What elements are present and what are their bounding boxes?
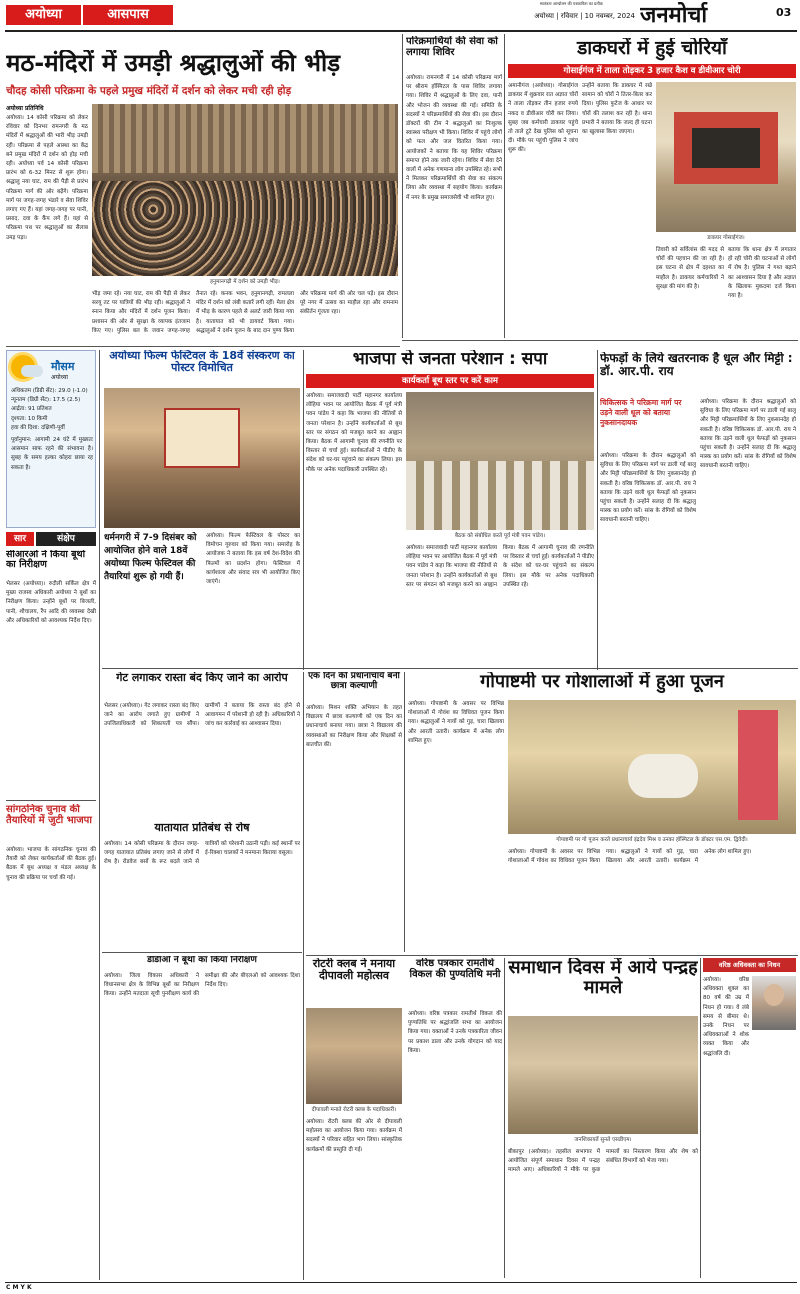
masthead-tagline: स्वतंत्रता आन्दोलन की पत्रकारिता का प्रतीक (540, 1, 603, 6)
theft-col2: उन्होंने बताया कि डाकघर में रखे सामान को चोरों ने तितर-बितर कर दिया। पुलिस फुटेज के आधार पर चोरों की तलाश कर रही है। थाना प्रभारी ने बताया कि जल्द ही घटना का खुलासा किया जाएगा। (582, 83, 652, 136)
weather-box (6, 350, 96, 528)
col-divider (597, 350, 598, 670)
rotary-body: अयोध्या। रोटरी क्लब की ओर से दीपावली महोत्सव का आयोजन किया गया। कार्यक्रम में सदस्यों ने परिवार सहित भाग लिया। सांस्कृतिक कार्यक्रमों की प्रस्तुति दी गई। (306, 1119, 402, 1153)
rotary-headline: रोटरी क्लब ने मनाया दीपावली महोत्सव (312, 958, 396, 983)
lead-subtitle: चौदह कोसी परिक्रमा के पहले प्रमुख मंदिरों में दर्शन को लेकर मची रही होड़ (6, 85, 292, 97)
film-body: अयोध्या। फिल्म फेस्टिवल के पोस्टर का विमोचन गुरुवार को किया गया। समारोह के आयोजक ने बताया कि इस वर्ष देश-विदेश की फिल्मों का प्रदर्शन होगा। फेस्टिवल में कार्यशाला और संवाद सत्र भी आयोजित किए जाएंगे। (206, 533, 300, 586)
section-divider (102, 668, 798, 669)
theft-col3: तिवारी को सर्विलांस की मदद से चोरों की पहचान की जा रही है। इस घटना से क्षेत्र में दहशत का माहौल है। डाकघर कर्मचारियों ने सुरक्षा की मांग की है। (656, 247, 724, 290)
health-body: अयोध्या। परिक्रमा के दौरान श्रद्धालुओं को सुविधा के लिए परिक्रमा मार्ग पर डाली गई बालू और मिट्टी परिक्रमार्थियों के लिए नुकसानदेह हो सकती है। वरिष्ठ चिकित्सक डॉ. आर.पी. राय ने बताया कि उड़ने वाली धूल फेफड़ों को नुकसान पहुंचा सकती है। उन्होंने सलाह दी कि श्रद्धालु मास्क का प्रयोग करें। सांस के रोगियों को विशेष सावधानी बरतनी चाहिए। (600, 453, 696, 524)
header-date: अयोध्या | रविवार | 10 नवम्बर, 2024 (534, 12, 635, 20)
film-photo (104, 388, 300, 528)
color-registration: C M Y K (6, 1284, 32, 1291)
theft-headline: डाकघरों में हुई चोरियाँ (577, 38, 727, 59)
rotary-photo (306, 1008, 402, 1104)
pradhan-body: अयोध्या। मिशन शक्ति अभियान के तहत विद्यालय में छात्रा कल्याणी को एक दिन का प्रधानाचार्य बनाया गया। छात्रा ने विद्यालय की व्यवस्थाओं का निरीक्षण किया और शिक्षकों से बातचीत की। (306, 705, 402, 748)
journalist-headline: वरिष्ठ पत्रकार रामतीर्थ विकल की पुण्यतिथि मनी (409, 958, 501, 980)
cloud-icon (21, 365, 43, 377)
samadhan-body: बीकापुर (अयोध्या)। तहसील सभागार में आयोजित संपूर्ण समाधान दिवस में पन्द्रह मामले आए। अधिकारियों ने मौके पर कुछ मामलों का निस्तारण किया और शेष को संबंधित विभागों को भेजा गया। (508, 1149, 698, 1174)
obit-headline: वरिष्ठ अधिवक्ता का निधन (703, 958, 796, 972)
journalist-body: अयोध्या। वरिष्ठ पत्रकार रामतीर्थ विकल की पुण्यतिथि पर श्रद्धांजलि सभा का आयोजन किया गया। वक्ताओं ने उनके पत्रकारिता जीवन पर प्रकाश डाला और उनके योगदान को याद किया। (408, 1011, 502, 1054)
journalist-story (408, 958, 502, 1278)
weather-title: मौसम (51, 360, 75, 373)
brief-label-sankshep: संक्षेप (36, 532, 96, 546)
health-quote: चिकित्सक ने परिक्रमा मार्ग पर उड़ने वाली धूल को बताया नुकसानदायक (600, 398, 682, 427)
lead-col-text: अयोध्या। 14 कोसी परिक्रमा को लेकर रविवार को दिनभर रामनगरी के मठ मंदिरों में श्रद्धालुओं की भारी भीड़ उमड़ी रही। परिक्रमा से पहले आस्था का केंद्र बने प्रमुख मंदिरों में दर्शन को होड़ मची रही। अयोध्या पर्व 14 कोसी परिक्रमा प्रारंभ को 6-32 मिनट से शुरू होगा। श्रद्धालु नया घाट, राम की पैड़ी से प्रारंभ परिक्रमा मार्ग की ओर बढ़ेंगे। परिक्रमा मार्ग पर जगह-जगह भंडारे व सेवा शिविर लगाए गए हैं। यहां जगह-जगह पर पानी, प्रसाद, दवा के कैंप लगे हैं। यहां से परिक्रमा पथ पर श्रद्धालुओं का सैलाब उमड़ पड़ा। (6, 115, 88, 241)
section-divider (402, 340, 798, 341)
film-lead: धर्मनगरी में 7-9 दिसंबर को आयोजित होने वाले 18वें अयोध्या फिल्म फेस्टिवल की तैयारियां शुरू हो गयी हैं। (104, 533, 197, 582)
header-rule (5, 30, 797, 32)
weather-line: अधिकतम (डिग्री सेंट): 29.0 (-1.0) (11, 388, 88, 394)
col-divider (700, 958, 701, 1278)
col-divider (404, 672, 405, 952)
theft-col1: अमानीगंज (अयोध्या)। गोसाईगंज डाकघर में शुक्रवार रात अज्ञात चोरों ने ताला तोड़कर तीन हजार रुपये नकद व डीवीआर चोरी कर लिया। सुबह जब कर्मचारी डाकघर पहुंचे तो ताले टूटे देख पुलिस को सूचना दी। मौके पर पहुंची पुलिस ने जांच शुरू की। (508, 83, 578, 154)
bjp-body: अयोध्या। समाजवादी पार्टी महानगर कार्यालय लोहिया भवन पर आयोजित बैठक में पूर्व मंत्री पवन पांडेय ने कहा कि भाजपा की नीतियों से जनता परेशान है। उन्होंने कार्यकर्ताओं से बूथ स्तर पर संगठन को मजबूत करने का आह्वान किया। बैठक में आगामी चुनाव की रणनीति पर विस्तार से चर्चा हुई। कार्यकर्ताओं ने पीडीए के संदेश को घर-घर पहुंचाने का संकल्प लिया। इस मौके पर अनेक पदाधिकारी उपस्थित रहे। (306, 393, 402, 473)
col-divider (99, 350, 100, 1280)
rotary-photo-caption: दीपावली मनाते रोटरी क्लब के पदाधिकारी। (311, 1107, 397, 1113)
bjp-body-2: अयोध्या। समाजवादी पार्टी महानगर कार्यालय लोहिया भवन पर आयोजित बैठक में पूर्व मंत्री पवन पांडेय ने कहा कि भाजपा की नीतियों से जनता परेशान है। उन्होंने कार्यकर्ताओं से बूथ स्तर पर संगठन को मजबूत करने का आह्वान किया। बैठक में आगामी चुनाव की रणनीति पर विस्तार से चर्चा हुई। कार्यकर्ताओं ने पीडीए के संदेश को घर-घर पहुंचाने का संकल्प लिया। इस मौके पर अनेक पदाधिकारी उपस्थित रहे। (406, 545, 594, 588)
samadhan-headline: समाधान दिवस में आये पन्द्रह मामले (508, 958, 698, 998)
camp-body: अयोध्या। रामनगरी में 14 कोसी परिक्रमा मार्ग पर श्रीराम हॉस्पिटल के पास शिविर लगाया गया। शिविर में श्रद्धालुओं के लिए दवा, पानी और भोजन की व्यवस्था की गई। समिति के सदस्यों ने परिक्रमार्थियों की सेवा की। इस दौरान डॉक्टरों की टीम ने श्रद्धालुओं का निःशुल्क स्वास्थ्य परीक्षण भी किया। शिविर में पहुंचे लोगों को फल और जल वितरित किया गया। आयोजकों ने बताया कि यह शिविर परिक्रमा समाप्त होने तक जारी रहेगा। शिविर में सेवा देने वालों में अनेक गणमान्य लोग उपस्थित रहे। सभी ने मिलकर परिक्रमार्थियों की सेवा का संकल्प लिया और व्यवस्था में सहयोग किया। कार्यक्रम में नगर के प्रमुख समाजसेवी भी शामिल हुए। (406, 75, 502, 201)
page-number: 03 (776, 6, 792, 19)
road-headline: गेट लगाकर रास्ता बंद किए जाने का आरोप (116, 672, 288, 684)
col-divider (504, 34, 505, 338)
brief-2-body: अयोध्या। भाजपा के सांगठनिक चुनाव की तैयारी को लेकर कार्यकर्ताओं की बैठक हुई। बैठक में बूथ अध्यक्ष व मंडल अध्यक्ष के चुनाव की प्रक्रिया पर चर्चा की गई। (6, 847, 96, 881)
crowd-photo (92, 104, 398, 276)
dm-headline: डीडीओ ने बूथों का किया निरीक्षण (147, 956, 257, 965)
cow-headline: गोपाष्टमी पर गोशालाओं में हुआ पूजन (480, 672, 724, 692)
weather-line: हवा की दिशा: दक्षिणी-पूर्वी (11, 424, 65, 431)
traffic-body: अयोध्या। 14 कोसी परिक्रमा के दौरान जगह-जगह यातायात प्रतिबंध लगाए जाने से लोगों में रोष है। रोडवेज बसों के रूट बदले जाने से यात्रियों को परेशानी उठानी पड़ी। कई स्थानों पर ई-रिक्शा चालकों ने मनमाना किराया वसूला। (104, 841, 300, 866)
cow-photo (508, 700, 796, 834)
section-tab-aaspaas[interactable]: आसपास (83, 5, 173, 25)
col-divider (402, 34, 403, 338)
footer-rule (5, 1282, 797, 1283)
masthead: जनमोर्चा (640, 2, 708, 28)
obit-body: अयोध्या। वरिष्ठ अधिवक्ता शुक्ल का 80 वर्ष की उम्र में निधन हो गया। वे लंबे समय से बीमार थे। उनके निधन पर अधिवक्ताओं ने शोक व्यक्त किया और श्रद्धांजलि दी। (703, 977, 749, 1057)
film-headline: अयोध्या फिल्म फेस्टिवल के 18वें संस्करण का पोस्टर विमोचित (109, 350, 295, 375)
bjp-headline: भाजपा से जनता परेशान : सपा (352, 350, 548, 369)
cow-photo-caption: गोपाष्टमी पर गो पूजन करते प्रधानाचार्य इंद्रदेव मिश्र व उनका हॉस्पिटल के डॉक्टर एस.एम. द्विवेदी। (556, 837, 748, 843)
post-office-photo (656, 82, 796, 232)
section-divider (306, 955, 798, 956)
brief-divider (6, 800, 96, 801)
brief-label-sar: सार (6, 532, 34, 546)
lead-dateline: अयोध्या प्रतिनिधि (6, 105, 44, 112)
health-body-2: अयोध्या। परिक्रमा के दौरान श्रद्धालुओं को सुविधा के लिए परिक्रमा मार्ग पर डाली गई बालू और मिट्टी परिक्रमार्थियों के लिए नुकसानदेह हो सकती है। वरिष्ठ चिकित्सक डॉ. आर.पी. राय ने बताया कि उड़ने वाली धूल फेफड़ों को नुकसान पहुंचा सकती है। उन्होंने सलाह दी कि श्रद्धालु मास्क का प्रयोग करें। सांस के रोगियों को विशेष सावधानी बरतनी चाहिए। (700, 399, 796, 470)
samadhan-photo (508, 1016, 698, 1134)
samadhan-photo-caption: जनशिकायतें सुनते एसडीएम। (574, 1137, 632, 1143)
col-divider (504, 958, 505, 1278)
lead-body: भीड़ जमा रहे। नया घाट, राम की पैड़ी से लेकर सरयू तट पर यात्रियों की भीड़ रही। श्रद्धालुओं ने स्नान किया और मंदिरों में दर्शन पूजन किया। प्रशासन की ओर से सुरक्षा के व्यापक इंतजाम किए गए। पुलिस बल के जवान जगह-जगह तैनात रहे। कनक भवन, हनुमानगढ़ी, रामलला मंदिर में दर्शन को लंबी कतारें लगी रहीं। मेला क्षेत्र में भीड़ के कारण पहले से अलर्ट जारी किया गया है। यातायात को भी डायवर्ट किया गया। श्रद्धालुओं ने दर्शन पूजन के बाद दान पुण्य किया और परिक्रमा मार्ग की ओर चल पड़े। इस दौरान पूरे नगर में उत्सव का माहौल रहा और रामनाम संकीर्तन गूंजता रहा। (92, 291, 398, 334)
bjp-photo (406, 392, 594, 530)
road-body: भेलसर (अयोध्या)। गेट लगाकर रास्ता बंद किए जाने का आरोप लगाते हुए ग्रामीणों ने उपजिलाधिकारी को शिकायती पत्र सौंपा। ग्रामीणों ने बताया कि रास्ता बंद होने से आवागमन में परेशानी हो रही है। अधिकारियों ने जांच कर कार्रवाई का आश्वासन दिया। (104, 703, 300, 728)
crowd-photo-caption: हनुमानगढ़ी में दर्शन को उमड़ी भीड़। (210, 279, 280, 285)
traffic-headline: यातायात प्रतिबंध से रोष (154, 822, 250, 834)
dm-body: अयोध्या। जिला विकास अधिकारी ने विधानसभा क्षेत्र के विभिन्न बूथों का निरीक्षण किया। उन्होंने मतदाता सूची पुनरीक्षण कार्य की समीक्षा की और बीएलओ को आवश्यक दिशा निर्देश दिए। (104, 973, 300, 998)
lead-headline: मठ-मंदिरों में उमड़ी श्रद्धालुओं की भीड़ (6, 50, 341, 77)
obit-photo (752, 976, 796, 1030)
pradhan-headline: एक दिन की प्रधानाचार्य बनी छात्रा कल्याणी (308, 672, 400, 691)
col-divider (303, 672, 304, 1280)
camp-headline: परिक्रमार्थियों की सेवा को लगाया शिविर (406, 36, 498, 58)
theft-col4: बताया कि थाना क्षेत्र में लगातार हो रही चोरी की घटनाओं से लोगों में रोष है। पुलिस ने गश्त बढ़ाने का आश्वासन दिया है और अज्ञात के खिलाफ मुकदमा दर्ज किया गया है। (728, 247, 796, 300)
bjp-photo-caption: बैठक को संबोधित करते पूर्व मंत्री पवन पांडेय। (454, 533, 546, 539)
lead-divider (6, 346, 400, 347)
bjp-subtitle: कार्यकर्ता बूथ स्तर पर करें काम (306, 374, 594, 388)
health-headline: फेफड़ों के लिये खतरनाक है धूल और मिट्टी : डॉ. आर.पी. राय (600, 352, 793, 379)
cow-body-right: अयोध्या। गोपाष्टमी के अवसर पर विभिन्न गोशालाओं में गोवंश का विधिवत पूजन किया गया। श्रद्धालुओं ने गायों को गुड़, चारा खिलाया और आरती उतारी। कार्यक्रम में अनेक लोग शामिल हुए। (508, 849, 752, 865)
brief-1-body: भेलसर (अयोध्या)। रुदौली सर्किल क्षेत्र में मुख्य राजस्व अधिकारी अयोध्या ने बूथों का निरीक्षण किया। उन्होंने बूथों पर बिजली, पानी, शौचालय, रैंप आदि की व्यवस्था देखी और अधिकारियों को आवश्यक निर्देश दिए। (6, 581, 96, 624)
weather-line: आर्द्रता: 91 प्रतिशत (11, 406, 52, 413)
brief-2-headline: सांगठनिक चुनाव की तैयारियों में जुटी भाजपा (6, 804, 92, 826)
theft-subtitle: गोसाईगंज में ताला तोड़कर 3 हजार कैश व डीवीआर चोरी (508, 64, 796, 78)
col-divider (303, 350, 304, 670)
weather-forecast: पूर्वानुमान: आगामी 24 घंटे में मुख्यतः आसमान साफ रहने की संभावना है। सुबह के समय हल्का कोहरा छाया रह सकता है। (11, 437, 93, 471)
weather-line: न्यूनतम (डिग्री सेंट): 17.5 (2.5) (11, 397, 81, 404)
weather-subtitle: अयोध्या (51, 374, 68, 381)
section-tab-ayodhya[interactable]: अयोध्या (6, 5, 81, 25)
weather-line: दृश्यता: 10 किमी (11, 415, 48, 422)
cow-body-left: अयोध्या। गोपाष्टमी के अवसर पर विभिन्न गोशालाओं में गोवंश का विधिवत पूजन किया गया। श्रद्धालुओं ने गायों को गुड़, चारा खिलाया और आरती उतारी। कार्यक्रम में अनेक लोग शामिल हुए। (408, 701, 504, 744)
section-divider (102, 952, 302, 953)
brief-1-headline: सीआरओ ने किया बूथों का निरीक्षण (6, 550, 86, 571)
post-office-caption: डाकघर गोसाईगंज। (707, 235, 745, 241)
